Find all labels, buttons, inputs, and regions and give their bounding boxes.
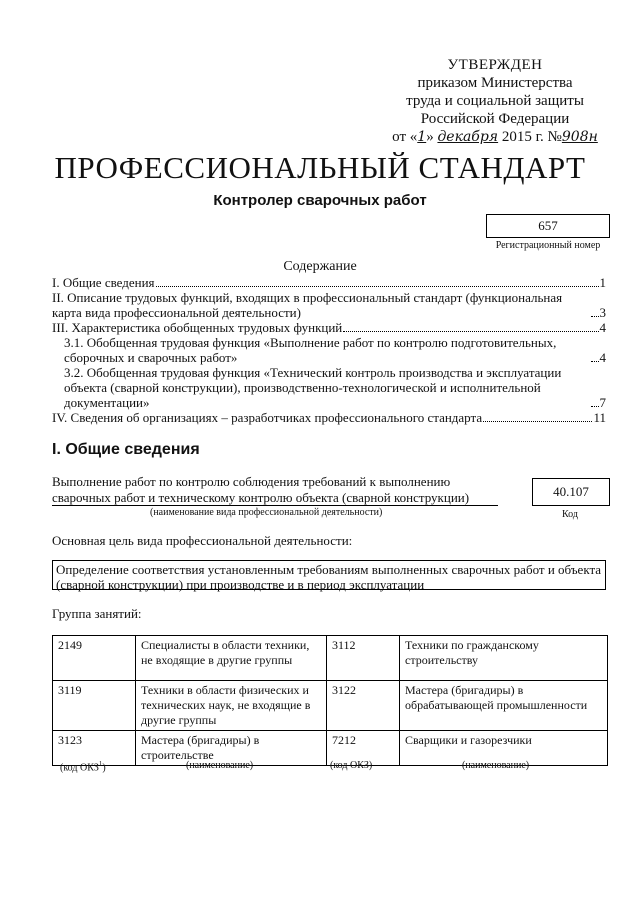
toc-item[interactable] xyxy=(52,365,606,410)
occupation-name: Сварщики и газорезчики xyxy=(400,731,608,766)
toc-leader xyxy=(156,286,599,287)
name-caption: (наименование) xyxy=(186,760,254,771)
activity-name: Выполнение работ по контролю соблюдения требований к выполнению сварочных работ и техническому контролю объекта (сварной конструкции) xyxy=(52,474,470,505)
footnote-mark[interactable]: 1 xyxy=(98,760,103,768)
toc-title: Содержание xyxy=(283,259,357,274)
toc-item-text: I. Общие сведения xyxy=(52,275,155,290)
order-date-line xyxy=(380,128,610,146)
okz-code-caption xyxy=(60,760,106,773)
toc-leader xyxy=(591,406,599,407)
toc-item-text: II. Описание трудовых функций, входящих в профессиональный стандарт (функциональная карта вида профессиональной деятельности) xyxy=(52,290,563,320)
approval-line: приказом Министерства xyxy=(417,75,573,91)
occupation-name: Мастера (бригадиры) в строительстве xyxy=(136,731,327,766)
toc-leader xyxy=(591,316,599,317)
toc-item-text: III. Характеристика обобщенных трудовых функций xyxy=(52,320,343,335)
order-month: декабря xyxy=(437,129,499,145)
toc-item-text: 3.2. Обобщенная трудовая функция «Технический контроль производства и эксплуатации объекта (сварной конструкции), производственно-технологической и исполнительной документации» xyxy=(64,365,562,410)
toc-leader xyxy=(591,361,599,362)
occupation-name: Мастера (бригадиры) в обрабатывающей промышленности xyxy=(400,681,608,731)
toc-item[interactable] xyxy=(52,335,606,365)
occupation-name: Техники в области физических и технических наук, не входящие в другие группы xyxy=(136,681,327,731)
occupation-name: Техники по гражданскому строительству xyxy=(400,636,608,681)
table-of-contents xyxy=(52,275,606,425)
occupation-group-label: Группа занятий: xyxy=(52,606,142,621)
toc-leader xyxy=(343,331,598,332)
toc-item-page: 4 xyxy=(599,320,606,335)
table-row xyxy=(53,636,608,681)
toc-item-page: 11 xyxy=(593,410,606,425)
approval-line: труда и социальной защиты xyxy=(406,93,584,109)
okz-code: 7212 xyxy=(327,731,400,766)
toc-leader xyxy=(483,421,592,422)
caption-text: (код ОКЗ xyxy=(60,762,99,774)
approval-heading: УТВЕРЖДЕН xyxy=(447,57,543,73)
approval-block xyxy=(380,56,610,146)
okz-code: 3122 xyxy=(327,681,400,731)
order-day: 1 xyxy=(417,129,427,145)
code-caption: Код xyxy=(562,509,578,520)
registration-label: Регистрационный номер xyxy=(495,240,601,251)
standard-name: Контролер сварочных работ xyxy=(213,192,427,209)
okz-code-caption: (код ОКЗ) xyxy=(330,760,373,771)
toc-item-page: 7 xyxy=(599,395,606,410)
name-caption: (наименование) xyxy=(462,760,530,771)
okz-code: 3119 xyxy=(53,681,136,731)
caption-text: ) xyxy=(102,762,106,774)
occupation-name: Специалисты в области техники, не входящие в другие группы xyxy=(136,636,327,681)
goal-box: Определение соответствия установленным требованиям выполненных сварочных работ и объекта (сварной конструкции) при производстве и в период эксплуатации xyxy=(52,560,606,590)
okz-code: 2149 xyxy=(53,636,136,681)
toc-item[interactable] xyxy=(52,290,606,320)
occupation-table xyxy=(52,635,608,766)
toc-item-page: 3 xyxy=(599,305,606,320)
document-title: ПРОФЕССИОНАЛЬНЫЙ СТАНДАРТ xyxy=(54,150,586,185)
section-heading: I. Общие сведения xyxy=(52,441,200,458)
registration-number-box: 657 xyxy=(486,214,610,238)
order-mid: » xyxy=(426,129,434,145)
okz-code: 3112 xyxy=(327,636,400,681)
goal-label: Основная цель вида профессиональной деятельности: xyxy=(52,533,353,548)
approval-line: Российской Федерации xyxy=(420,111,570,127)
order-number: 908н xyxy=(561,129,598,145)
activity-caption: (наименование вида профессиональной деятельности) xyxy=(150,507,383,518)
toc-item[interactable] xyxy=(52,410,606,425)
underline xyxy=(52,505,498,506)
toc-item-page: 1 xyxy=(599,275,606,290)
toc-item[interactable] xyxy=(52,275,606,290)
table-row xyxy=(53,681,608,731)
toc-item[interactable] xyxy=(52,320,606,335)
order-prefix: от « xyxy=(392,129,418,145)
order-year: 2015 г. № xyxy=(501,129,562,145)
toc-item-text: 3.1. Обобщенная трудовая функция «Выполнение работ по контролю подготовительных, сборочных и сварочных работ» xyxy=(64,335,557,365)
toc-item-page: 4 xyxy=(599,350,606,365)
toc-item-text: IV. Сведения об организациях – разработчиках профессионального стандарта xyxy=(52,410,483,425)
okz-code: 3123 xyxy=(53,731,136,766)
activity-code-box: 40.107 xyxy=(532,478,610,506)
